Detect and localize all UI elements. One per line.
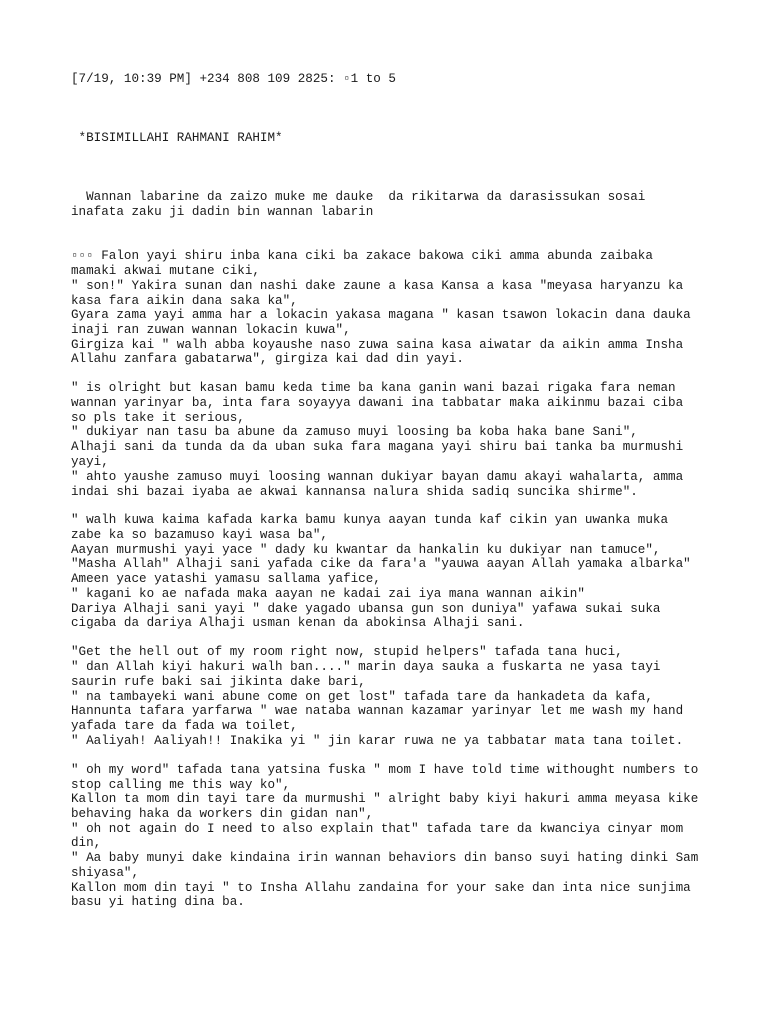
text-line: Girgiza kai " walh abba koyaushe naso zuwa saina kasa aiwatar da aikin amma Insha: [71, 338, 684, 352]
text-line: behaving haka da workers din gidan nan",: [71, 807, 374, 821]
text-line: Kallon ta mom din tayi tare da murmushi " alright baby kiyi hakuri amma meyasa kike: [71, 792, 699, 806]
text-line: Wannan labarine da zaizo muke me dauke da rikitarwa da darasissukan sosai: [71, 190, 646, 204]
text-line: wannan yarinyar ba, inta fara soyayya dawani ina tabbatar maka aikinmu bazai ciba: [71, 396, 684, 410]
text-line: inaji ran zuwan wannan lokacin kuwa",: [71, 323, 351, 337]
text-line: " dan Allah kiyi hakuri walh ban...." marin daya sauka a fuskarta ne yasa tayi: [71, 660, 661, 674]
text-line: indai shi bazai iyaba ae akwai kannansa nalura shida sadiq suncika shirme".: [71, 485, 638, 499]
text-line: "Get the hell out of my room right now, stupid helpers" tafada tana huci,: [71, 645, 623, 659]
text-line: din,: [71, 836, 102, 850]
text-line: saurin rufe baki sai jikinta dake bari,: [71, 675, 366, 689]
text-line: " son!" Yakira sunan dan nashi dake zaune a kasa Kansa a kasa "meyasa haryanzu ka: [71, 279, 684, 293]
text-line: Kallon mom din tayi " to Insha Allahu zandaina for your sake dan inta nice sunjima: [71, 881, 691, 895]
document-title: *BISIMILLAHI RAHMANI RAHIM*: [71, 131, 283, 145]
text-line: " walh kuwa kaima kafada karka bamu kunya aayan tunda kaf cikin yan uwanka muka: [71, 513, 669, 527]
text-line: Gyara zama yayi amma har a lokacin yakasa magana " kasan tsawon lokacin dana dauka: [71, 308, 691, 322]
text-line: Aayan murmushi yayi yace " dady ku kwantar da hankalin ku dukiyar nan tamuce",: [71, 543, 661, 557]
text-line: Alhaji sani da tunda da da uban suka fara magana yayi shiru bai tanka ba murmushi: [71, 440, 684, 454]
text-line: Allahu zanfara gabatarwa", girgiza kai dad din yayi.: [71, 352, 464, 366]
text-line: " Aa baby munyi dake kindaina irin wannan behaviors din banso suyi hating dinki Sam: [71, 851, 699, 865]
text-line: mamaki akwai mutane ciki,: [71, 264, 260, 278]
text-line: " kagani ko ae nafada maka aayan ne kadai zai iya mana wannan aikin": [71, 587, 585, 601]
text-line: inafata zaku ji dadin bin wannan labarin: [71, 205, 374, 219]
text-line: stop calling me this way ko",: [71, 778, 291, 792]
text-line: so pls take it serious,: [71, 411, 245, 425]
text-line: basu yi hating dina ba.: [71, 895, 245, 909]
text-line: " Aaliyah! Aaliyah!! Inakika yi " jin karar ruwa ne ya tabbatar mata tana toilet.: [71, 734, 684, 748]
text-line: yayi,: [71, 455, 109, 469]
text-line: "Masha Allah" Alhaji sani yafada cike da fara'a "yauwa aayan Allah yamaka albarka": [71, 557, 691, 571]
text-line: " na tambayeki wani abune come on get lost" tafada tare da hankadeta da kafa,: [71, 690, 653, 704]
text-line: ▫▫▫ Falon yayi shiru inba kana ciki ba zakace bakowa ciki amma abunda zaibaka: [71, 249, 653, 263]
text-line: cigaba da dariya Alhaji usman kenan da abokinsa Alhaji sani.: [71, 616, 525, 630]
text-line: " oh my word" tafada tana yatsina fuska " mom I have told time withought numbers to: [71, 763, 699, 777]
text-line: " is olright but kasan bamu keda time ba kana ganin wani bazai rigaka fara neman: [71, 381, 676, 395]
text-line: yafada tare da fada wa toilet,: [71, 719, 298, 733]
text-line: shiyasa",: [71, 866, 140, 880]
chat-header: [7/19, 10:39 PM] +234 808 109 2825: ▫1 to 5: [71, 72, 396, 86]
text-line: Hannunta tafara yarfarwa " wae nataba wannan kazamar yarinyar let me wash my hand: [71, 704, 684, 718]
text-line: zabe ka so bazamuso kayi wasa ba",: [71, 528, 328, 542]
text-line: " oh not again do I need to also explain that" tafada tare da kwanciya cinyar mom: [71, 822, 684, 836]
text-line: " ahto yaushe zamuso muyi loosing wannan dukiyar bayan damu akayi wahalarta, amma: [71, 470, 684, 484]
text-line: " dukiyar nan tasu ba abune da zamuso muyi loosing ba koba haka bane Sani",: [71, 425, 638, 439]
text-line: Ameen yace yatashi yamasu sallama yafice,: [71, 572, 381, 586]
text-line: kasa fara aikin dana saka ka",: [71, 294, 298, 308]
text-line: Dariya Alhaji sani yayi " dake yagado ubansa gun son duniya" yafawa sukai suka: [71, 602, 661, 616]
